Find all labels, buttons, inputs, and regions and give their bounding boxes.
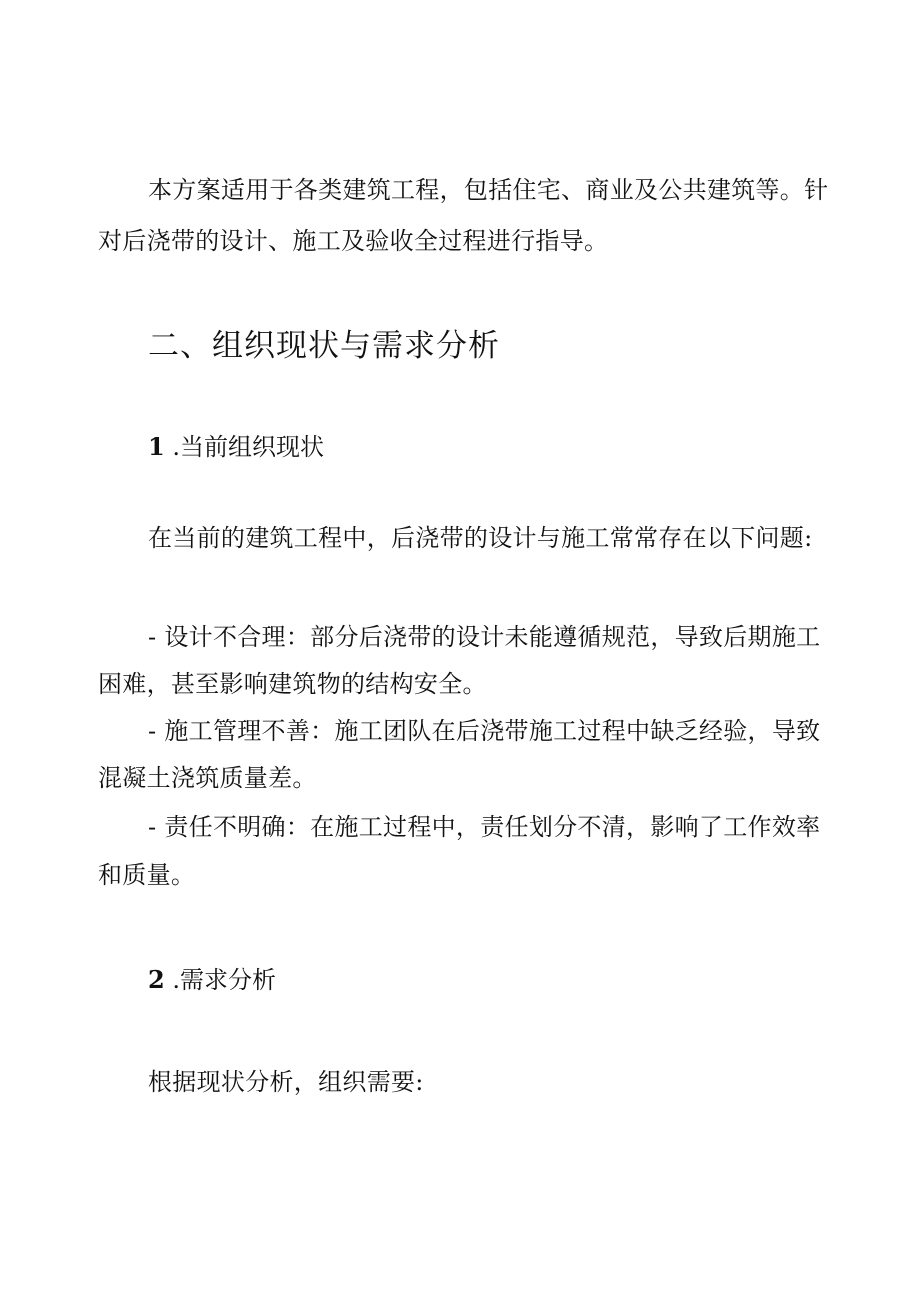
subsection-heading-needs-analysis xyxy=(148,965,276,995)
problem-item-2-line-1: - 施工管理不善：施工团队在后浇带施工过程中缺乏经验，导致 xyxy=(148,717,821,745)
problem-item-1-line-2: 困难，甚至影响建筑物的结构安全。 xyxy=(98,670,487,698)
subsection-number: 1 xyxy=(148,432,165,461)
problems-intro: 在当前的建筑工程中，后浇带的设计与施工常常存在以下问题: xyxy=(148,524,813,552)
needs-intro: 根据现状分析，组织需要: xyxy=(148,1068,424,1096)
subsection-number: 2 xyxy=(148,965,165,994)
subsection-title: .当前组织现状 xyxy=(172,433,324,461)
scope-paragraph-line-2: 对后浇带的设计、施工及验收全过程进行指导。 xyxy=(98,227,609,255)
section-heading: 二、组织现状与需求分析 xyxy=(148,328,500,364)
problem-item-2-line-2: 混凝土浇筑质量差。 xyxy=(98,764,317,792)
problem-item-3-line-1: - 责任不明确：在施工过程中，责任划分不清，影响了工作效率 xyxy=(148,813,821,841)
subsection-heading-current-status xyxy=(148,432,324,462)
scope-paragraph-line-1: 本方案适用于各类建筑工程，包括住宅、商业及公共建筑等。针 xyxy=(148,176,829,204)
problem-item-1-line-1: - 设计不合理：部分后浇带的设计未能遵循规范，导致后期施工 xyxy=(148,623,821,651)
subsection-title: .需求分析 xyxy=(172,966,276,994)
problem-item-3-line-2: 和质量。 xyxy=(98,861,196,889)
